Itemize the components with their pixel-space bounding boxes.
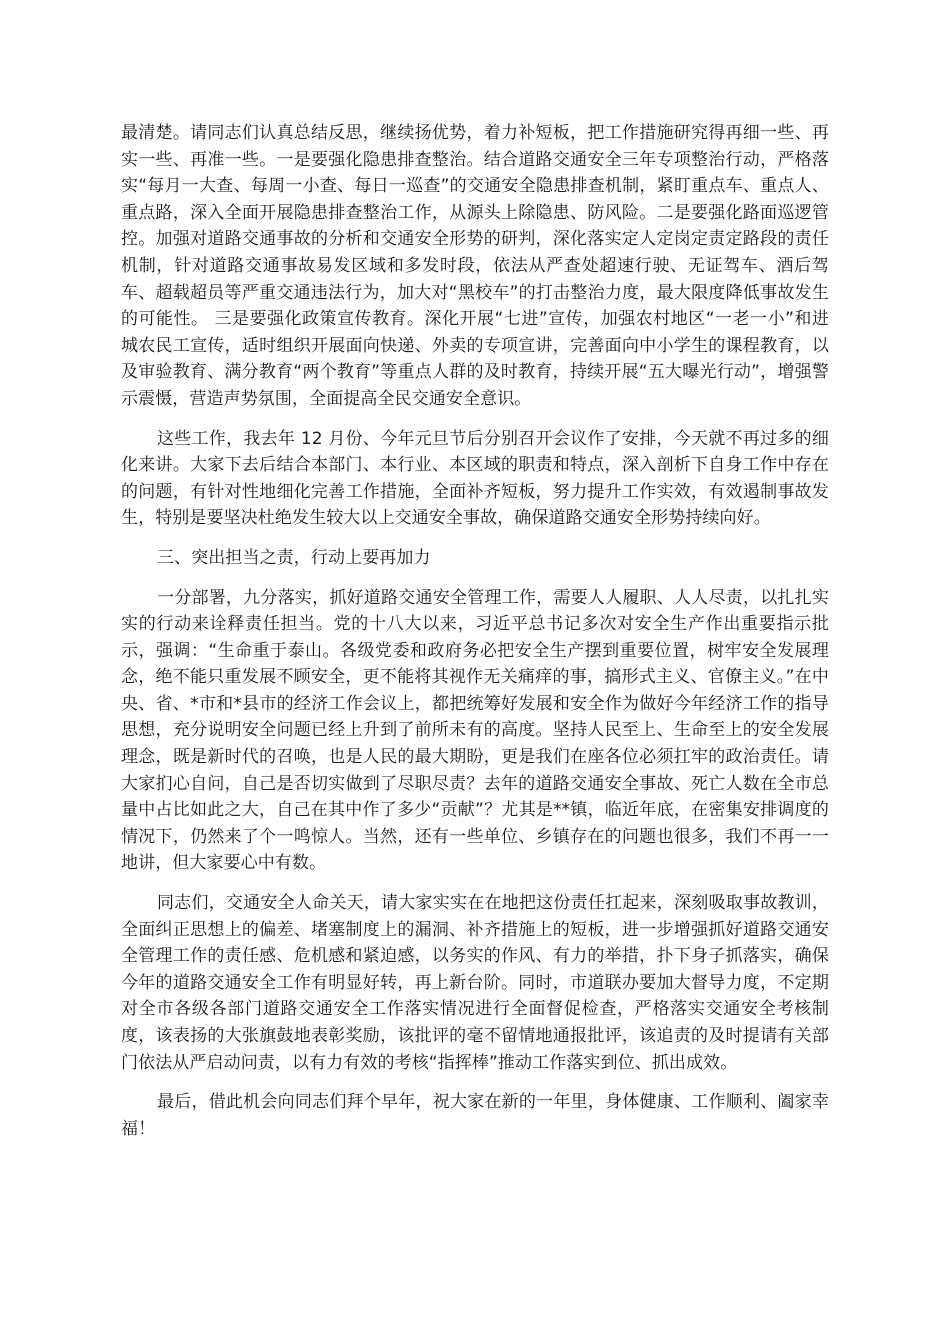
paragraph-closing: 最后，借此机会向同志们拜个早年，祝大家在新的一年里，身体健康、工作顺利、阖家幸福！	[121, 1092, 829, 1139]
paragraph-arrangements: 这些工作，我去年 12 月份、今年元旦节后分别召开会议作了安排，今天就不再过多的细化来讲。大家下去后结合本部门、本行业、本区域的职责和特点，深入剖析下自身工作中存在的问题，有针对性地细化完善工作措施，全面补齐短板，努力提升工作实效，有效遏制事故发生，特别是要坚决杜绝发生较大以上交通安全事故，确保道路交通安全形势持续向好。	[121, 428, 829, 529]
paragraph-continuation: 最清楚。请同志们认真总结反思，继续扬优势，着力补短板，把工作措施研究得再细一些、再实一些、再准一些。一是要强化隐患排查整治。结合道路交通安全三年专项整治行动，严格落实“每月一大查、每周一小查、每日一巡查”的交通安全隐患排查机制，紧盯重点车、重点人、重点路，深入全面开展隐患排查整治工作，从源头上除隐患、防风险。二是要强化路面巡逻管控。加强对道路交通事故的分析和交通安全形势的研判，深化落实定人定岗定责定路段的责任机制，针对道路交通事故易发区域和多发时段，依法从严查处超速行驶、无证驾车、酒后驾车、超载超员等严重交通违法行为，加大对“黑校车”的打击整治力度，最大限度降低事故发生的可能性。 三是要强化政策宣传教育。深化开展“七进”宣传，加强农村地区“一老一小”和进城农民工宣传，适时组织开展面向快递、外卖的专项宣讲，完善面向中小学生的课程教育，以及审验教育、满分教育“两个教育”等重点人群的及时教育，持续开展“五大曝光行动”，增强警示震慑，营造声势氛围，全面提高全民交通安全意识。	[121, 123, 829, 409]
paragraph-responsibility: 一分部署，九分落实，抓好道路交通安全管理工作，需要人人履职、人人尽责，以扎扎实实的行动来诠释责任担当。党的十八大以来，习近平总书记多次对安全生产作出重要指示批示，强调：“生命重于泰山。各级党委和政府务必把安全生产摆到重要位置，树牢安全发展理念，绝不能只重发展不顾安全，更不能将其视作无关痛痒的事，搞形式主义、官僚主义。”在中央、省、*市和*县市的经济工作会议上，都把统筹好发展和安全作为做好今年经济工作的指导思想，充分说明安全问题已经上升到了前所未有的高度。坚持人民至上、生命至上的安全发展理念，既是新时代的召唤，也是人民的最大期盼，更是我们在座各位必须扛牢的政治责任。请大家扪心自问，自己是否切实做到了尽职尽责？去年的道路交通安全事故、死亡人数在全市总量中占比如此之大，自己在其中作了多少“贡献”？尤其是**镇，临近年底，在密集安排调度的情况下，仍然来了个一鸣惊人。当然，还有一些单位、乡镇存在的问题也很多，我们不再一一地讲，但大家要心中有数。	[121, 587, 829, 874]
document-body	[121, 120, 829, 1155]
section-heading-3: 三、突出担当之责，行动上要再加力	[157, 547, 431, 568]
paragraph-comrades: 同志们，交通安全人命关天，请大家实实在在地把这份责任扛起来，深刻吸取事故教训，全面纠正思想上的偏差、堵塞制度上的漏洞、补齐措施上的短板，进一步增强抓好道路交通安全管理工作的责任感、危机感和紧迫感，以务实的作风、有力的举措，扑下身子抓落实，确保今年的道路交通安全工作有明显好转，再上新台阶。同时，市道联办要加大督导力度，不定期对全市各级各部门道路交通安全工作落实情况进行全面督促检查，严格落实交通安全考核制度，该表扬的大张旗鼓地表彰奖励，该批评的毫不留情地通报批评，该追责的及时提请有关部门依法从严启动问责，以有力有效的考核“指挥棒”推动工作落实到位、抓出成效。	[121, 893, 829, 1073]
